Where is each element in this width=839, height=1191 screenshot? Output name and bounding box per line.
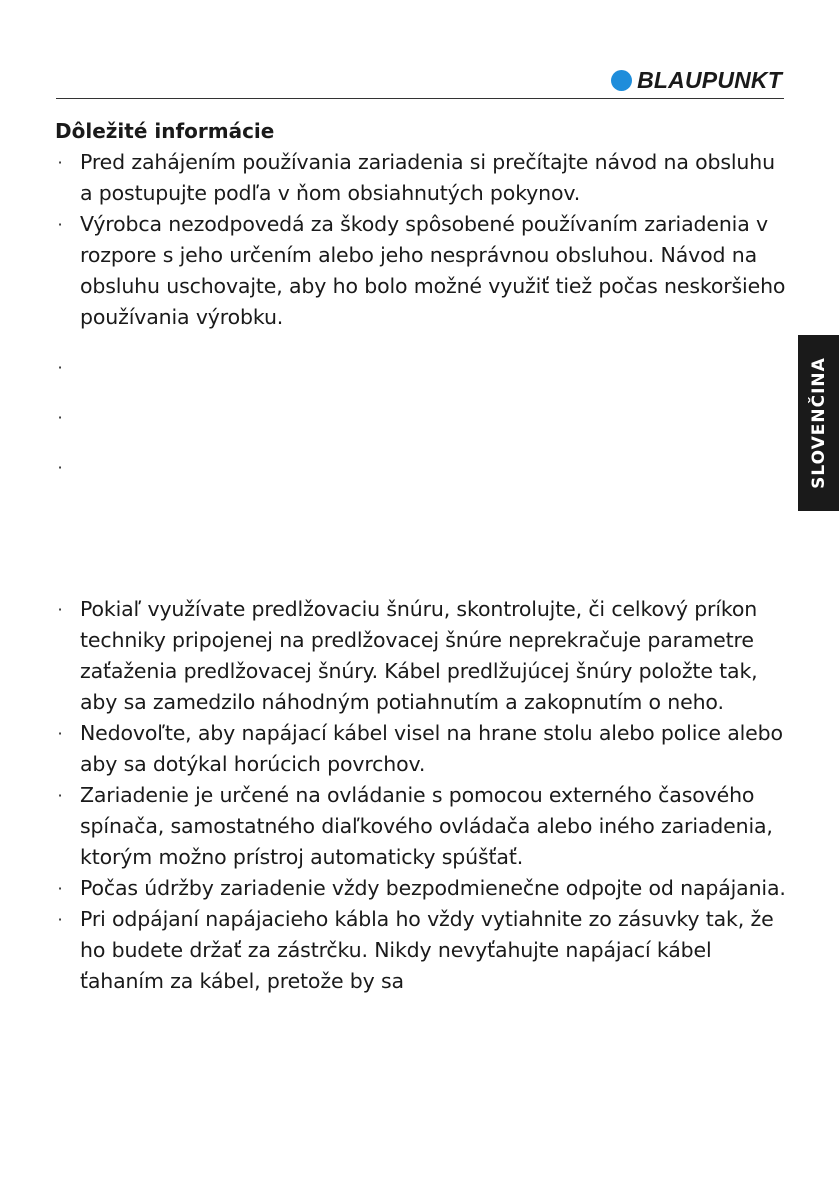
brand-logo-text: BLAUPUNKT bbox=[637, 66, 782, 93]
list-item bbox=[55, 594, 790, 718]
list-item bbox=[55, 402, 790, 452]
bullet-icon: · bbox=[57, 786, 63, 805]
main-content bbox=[55, 116, 790, 997]
list-item bbox=[55, 209, 790, 333]
language-side-tab-label: SLOVENČINA bbox=[808, 357, 829, 489]
bullet-icon: · bbox=[57, 358, 63, 377]
list-item bbox=[55, 147, 790, 209]
list-item-text: Pokiaľ využívate predlžovaciu šnúru, skontrolujte, či celkový príkon techniky pripojenej na predlžovacej šnúre neprekračuje parametre zaťaženia predlžovacej šnúry. Kábel predlžujúcej šnúry položte tak, aby sa zamedzilo náhodným potiahnutím a zakopnutím o neho. bbox=[80, 597, 758, 714]
list-item-text: Pred zahájením používania zariadenia si prečítajte návod na obsluhu a postupujte podľa v ňom obsiahnutých pokynov. bbox=[80, 150, 775, 205]
bullet-icon: · bbox=[57, 724, 63, 743]
bullet-icon: · bbox=[57, 408, 63, 427]
list-item-text: Zariadenie je určené na ovládanie s pomocou externého časového spínača, samostatného diaľkového ovládača alebo iného zariadenia, ktorým možno prístroj automaticky spúšťať. bbox=[80, 783, 773, 869]
bullet-icon: · bbox=[57, 153, 63, 172]
brand-logo-dot-icon bbox=[611, 70, 632, 91]
bullet-icon: · bbox=[57, 910, 63, 929]
info-list bbox=[55, 147, 790, 997]
bullet-icon: · bbox=[57, 215, 63, 234]
bullet-icon: · bbox=[57, 600, 63, 619]
list-item-text: Výrobca nezodpovedá za škody spôsobené používaním zariadenia v rozpore s jeho určením alebo jeho nesprávnou obsluhou. Návod na obsluhu uschovajte, aby ho bolo možné využiť tiež počas neskoršieho používania výrobku. bbox=[80, 212, 786, 329]
list-item bbox=[55, 452, 790, 594]
list-item bbox=[55, 780, 790, 873]
list-item bbox=[55, 904, 790, 997]
list-item-text: Pri odpájaní napájacieho kábla ho vždy vytiahnite zo zásuvky tak, že ho budete držať za zástrčku. Nikdy nevyťahujte napájací kábel ťahaním za kábel, pretože by sa bbox=[80, 907, 774, 993]
list-item-text: Nedovoľte, aby napájací kábel visel na hrane stolu alebo police alebo aby sa dotýkal horúcich povrchov. bbox=[80, 721, 783, 776]
list-item bbox=[55, 718, 790, 780]
brand-logo bbox=[611, 67, 782, 93]
header-divider bbox=[56, 98, 784, 99]
language-side-tab bbox=[798, 335, 839, 511]
list-item-text: Počas údržby zariadenie vždy bezpodmienečne odpojte od napájania. bbox=[80, 876, 786, 900]
list-item bbox=[55, 352, 790, 402]
section-title: Dôležité informácie bbox=[55, 119, 275, 143]
list-item bbox=[55, 873, 790, 904]
bullet-icon: · bbox=[57, 458, 63, 477]
bullet-icon: · bbox=[57, 879, 63, 898]
